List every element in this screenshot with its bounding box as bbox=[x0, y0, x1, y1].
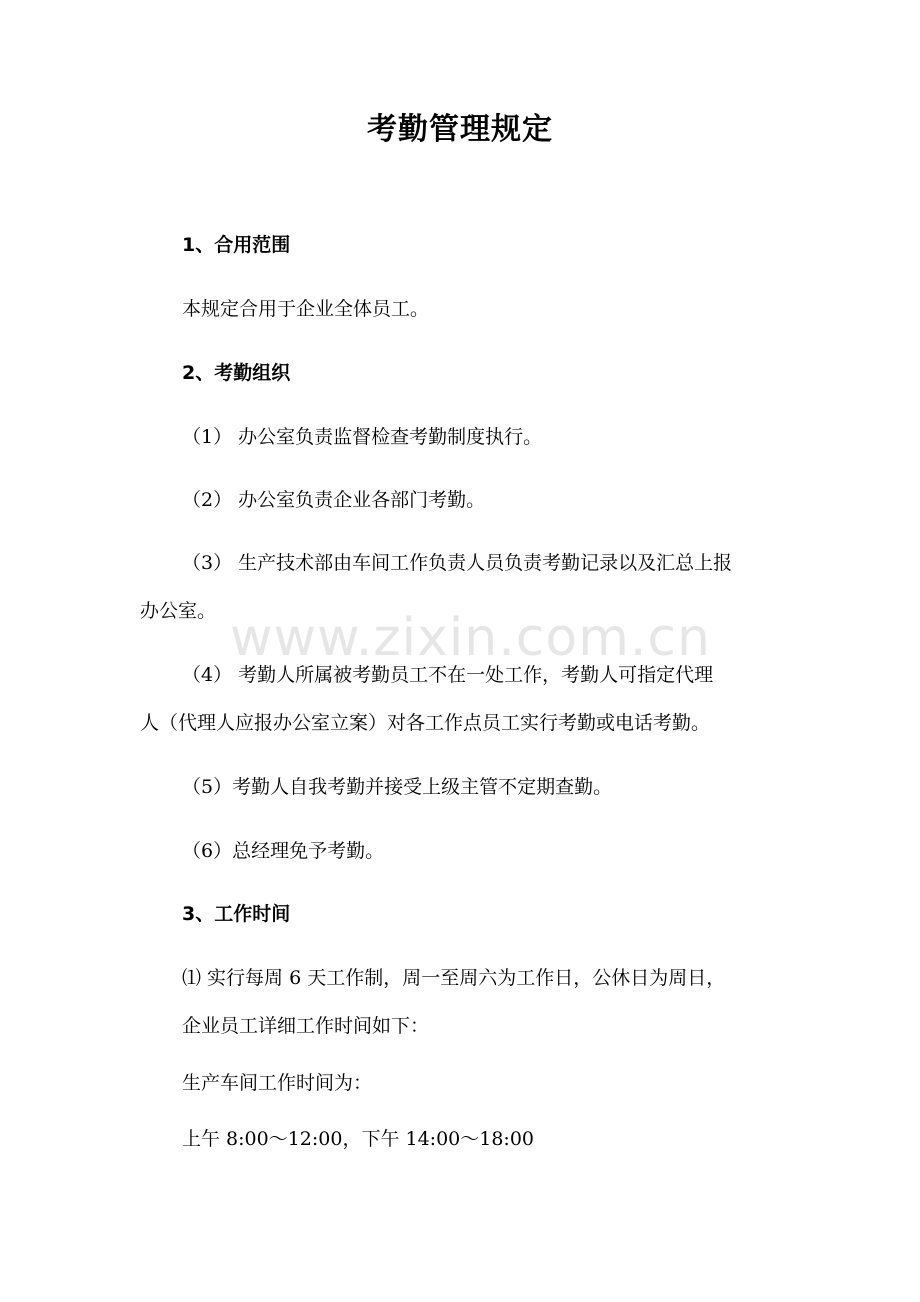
workshop-hours-label: 生产车间工作时间为： bbox=[182, 1072, 373, 1094]
work-hours-item-1-line-2: 企业员工详细工作时间如下： bbox=[182, 1015, 430, 1037]
organization-item-4-line-2: 人（代理人应报办公室立案）对各工作点员工实行考勤或电话考勤。 bbox=[140, 712, 711, 734]
section-heading-organization: 2、考勤组织 bbox=[182, 362, 291, 384]
workshop-hours-value: 上午 8:00～12:00，下午 14:00～18:00 bbox=[182, 1128, 535, 1150]
organization-item-3-line-1: （3） 生产技术部由车间工作负责人员负责考勤记录以及汇总上报 bbox=[182, 552, 733, 574]
organization-item-4-line-1: （4） 考勤人所属被考勤员工不在一处工作，考勤人可指定代理 bbox=[182, 664, 714, 686]
page-title: 考勤管理规定 bbox=[367, 112, 553, 147]
organization-item-6: （6）总经理免予考勤。 bbox=[182, 840, 385, 862]
organization-item-3-line-2: 办公室。 bbox=[140, 600, 217, 622]
section-heading-work-hours: 3、工作时间 bbox=[182, 903, 291, 925]
watermark: www.zixin.com.cn bbox=[230, 608, 711, 668]
organization-item-5: （5）考勤人自我考勤并接受上级主管不定期查勤。 bbox=[182, 776, 613, 798]
scope-text: 本规定合用于企业全体员工。 bbox=[182, 298, 430, 320]
organization-item-1: （1） 办公室负责监督检查考勤制度执行。 bbox=[182, 426, 543, 448]
section-heading-scope: 1、合用范围 bbox=[182, 234, 291, 256]
organization-item-2: （2） 办公室负责企业各部门考勤。 bbox=[182, 489, 486, 511]
work-hours-item-1-line-1: ⑴ 实行每周 6 天工作制，周一至周六为工作日，公休日为周日， bbox=[182, 967, 726, 989]
